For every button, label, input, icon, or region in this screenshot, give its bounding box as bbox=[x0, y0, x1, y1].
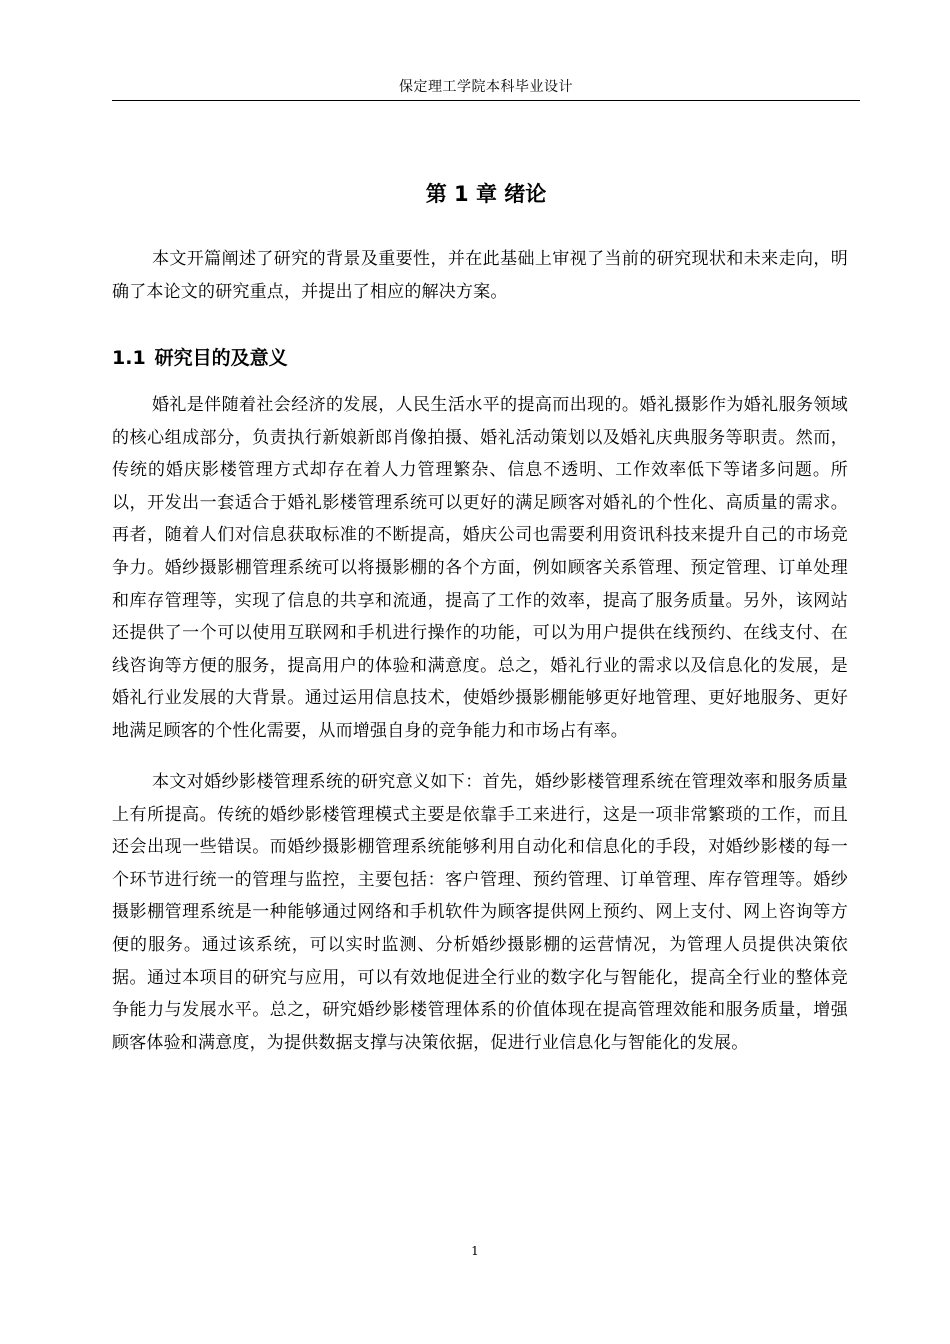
section-number: 1.1 bbox=[112, 347, 146, 369]
section-heading bbox=[112, 343, 288, 373]
chapter-title: 第 1 章 绪论 bbox=[425, 182, 547, 206]
intro-paragraph: 本文开篇阐述了研究的背景及重要性，并在此基础上审视了当前的研究现状和未来走向，明确了本论文的研究重点，并提出了相应的解决方案。 bbox=[112, 249, 848, 302]
body-paragraph: 婚礼是伴随着社会经济的发展，人民生活水平的提高而出现的。婚礼摄影作为婚礼服务领域的核心组成部分，负责执行新娘新郎肖像拍摄、婚礼活动策划以及婚礼庆典服务等职责。然而，传统的婚庆影楼管理方式却存在着人力管理繁杂、信息不透明、工作效率低下等诸多问题。所以，开发出一套适合于婚礼影楼管理系统可以更好的满足顾客对婚礼的个性化、高质量的需求。再者，随着人们对信息获取标准的不断提高，婚庆公司也需要利用资讯科技来提升自己的市场竞争力。婚纱摄影棚管理系统可以将摄影棚的各个方面，例如顾客关系管理、预定管理、订单处理和库存管理等，实现了信息的共享和流通，提高了工作的效率，提高了服务质量。另外，该网站还提供了一个可以使用互联网和手机进行操作的功能，可以为用户提供在线预约、在线支付、在线咨询等方便的服务，提高用户的体验和满意度。总之，婚礼行业的需求以及信息化的发展，是婚礼行业发展的大背景。通过运用信息技术，使婚纱摄影棚能够更好地管理、更好地服务、更好地满足顾客的个性化需要，从而增强自身的竞争能力和市场占有率。 bbox=[112, 395, 848, 741]
body-paragraph: 本文对婚纱影楼管理系统的研究意义如下：首先，婚纱影楼管理系统在管理效率和服务质量上有所提高。传统的婚纱影楼管理模式主要是依靠手工来进行，这是一项非常繁琐的工作，而且还会出现一些错误。而婚纱摄影棚管理系统能够利用自动化和信息化的手段，对婚纱影楼的每一个环节进行统一的管理与监控，主要包括：客户管理、预约管理、订单管理、库存管理等。婚纱摄影棚管理系统是一种能够通过网络和手机软件为顾客提供网上预约、网上支付、网上咨询等方便的服务。通过该系统，可以实时监测、分析婚纱摄影棚的运营情况，为管理人员提供决策依据。通过本项目的研究与应用，可以有效地促进全行业的数字化与智能化，提高全行业的整体竞争能力与发展水平。总之，研究婚纱影楼管理体系的价值体现在提高管理效能和服务质量，增强顾客体验和满意度，为提供数据支撑与决策依据，促进行业信息化与智能化的发展。 bbox=[112, 772, 848, 1053]
section-title: 研究目的及意义 bbox=[154, 347, 288, 369]
page-number: 1 bbox=[471, 1244, 479, 1258]
page-header: 保定理工学院本科毕业设计 bbox=[112, 74, 860, 101]
